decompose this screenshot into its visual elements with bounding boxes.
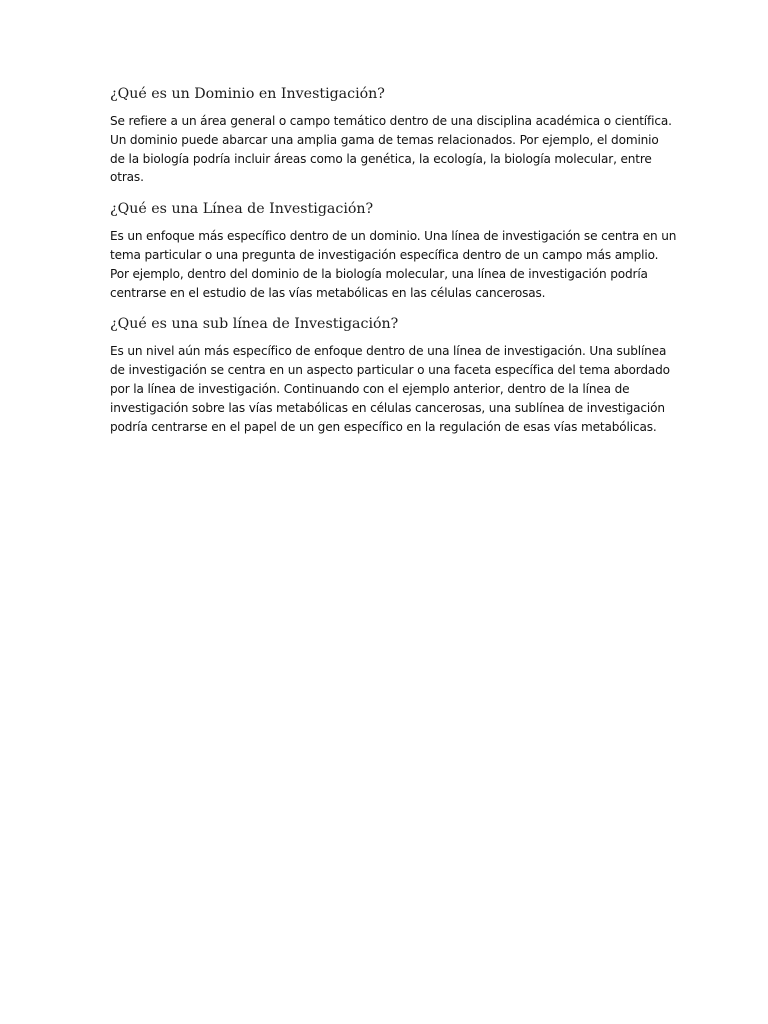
paragraph-line: investigación sobre las vías metabólicas en células cancerosas, una sublínea de investigación (110, 400, 665, 415)
paragraph-line: centrarse en el estudio de las vías metabólicas en las células cancerosas. (110, 285, 546, 300)
paragraph-line: de investigación se centra en un aspecto particular o una faceta específica del tema abordado (110, 363, 670, 378)
paragraph-line: por la línea de investigación. Continuando con el ejemplo anterior, dentro de la línea de (110, 381, 630, 396)
paragraph-line: Se refiere a un área general o campo temático dentro de una disciplina académica o científica. (110, 114, 672, 128)
section-paragraph (110, 112, 672, 187)
paragraph-line: tema particular o una pregunta de investigación específica dentro de un campo más amplio. (110, 247, 659, 262)
paragraph-line: Es un enfoque más específico dentro de un dominio. Una línea de investigación se centra en un (110, 229, 677, 244)
paragraph-line: podría centrarse en el papel de un gen específico en la regulación de esas vías metabólicas. (110, 419, 657, 434)
section-heading: ¿Qué es una Línea de Investigación? (110, 201, 374, 218)
section-paragraph (110, 227, 677, 302)
document-body (110, 84, 677, 448)
paragraph-line: Es un nivel aún más específico de enfoque dentro de una línea de investigación. Una sublínea (110, 344, 667, 359)
paragraph-line: otras. (110, 170, 144, 185)
paragraph-line: Por ejemplo, dentro del dominio de la biología molecular, una línea de investigación podría (110, 266, 648, 281)
section-paragraph (110, 342, 670, 436)
section-heading: ¿Qué es un Dominio en Investigación? (110, 86, 385, 102)
paragraph-line: de la biología podría incluir áreas como la genética, la ecología, la biología molecular, entre (110, 151, 652, 166)
section-heading: ¿Qué es una sub línea de Investigación? (110, 316, 399, 333)
section-linea (110, 199, 677, 302)
paragraph-line: Un dominio puede abarcar una amplia gama de temas relacionados. Por ejemplo, el dominio (110, 132, 659, 147)
section-sublinea (110, 314, 670, 436)
section-dominio (110, 84, 672, 187)
